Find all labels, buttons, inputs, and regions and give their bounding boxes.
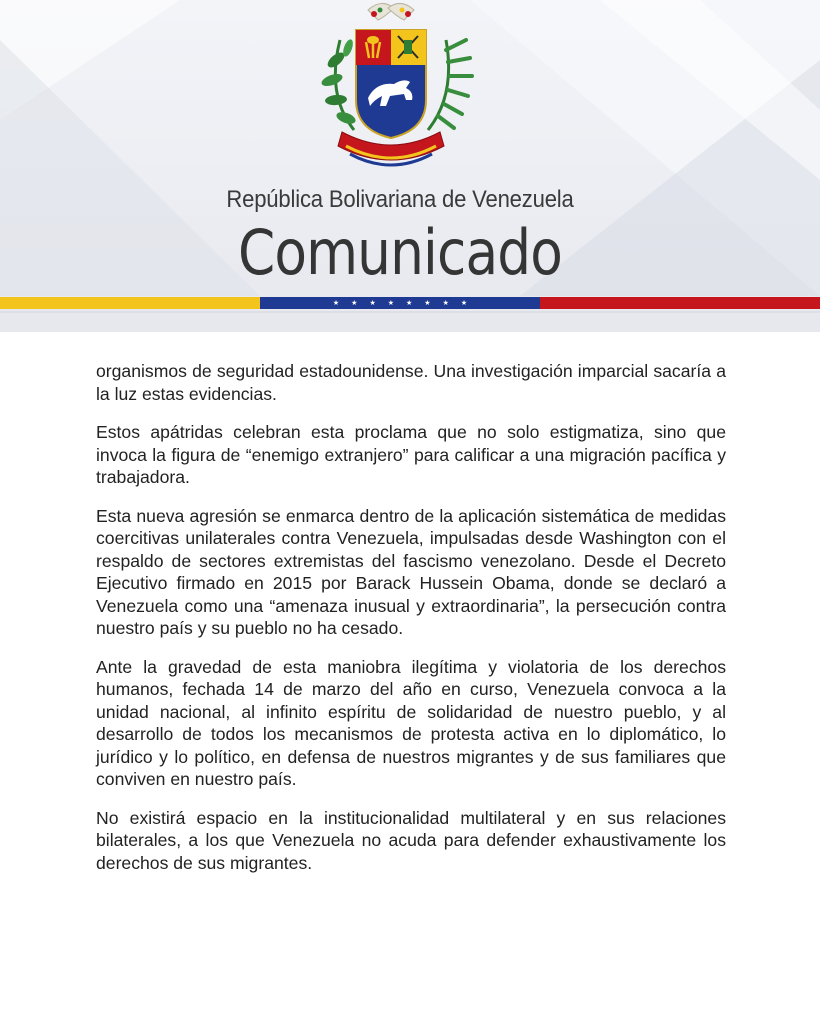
paragraph: Esta nueva agresión se enmarca dentro de la aplicación sistemática de medidas coercitivas unilaterales contra Venezuela, impulsadas desde Washington con el respaldo de sectores extremistas del fascismo venezolano. Desde el Decreto Ejecutivo firmado en 2015 por Barack Hussein Obama, donde se declaró a Venezuela como una “amenaza inusual y extraordinaria”, la persecución contra nuestro país y su pueblo no ha cesado.: [96, 505, 726, 638]
star-icon: ★: [460, 299, 468, 307]
star-icon: ★: [406, 299, 413, 307]
star-icon: ★: [369, 299, 376, 307]
flag-blue-stripe: [260, 297, 540, 309]
letterhead-banner: [0, 0, 820, 332]
star-icon: ★: [424, 299, 431, 307]
country-name: República Bolivariana de Venezuela: [226, 186, 574, 213]
star-icon: ★: [332, 299, 340, 307]
coat-of-arms-icon: [306, 0, 476, 180]
statement-body: [96, 360, 726, 890]
paragraph: organismos de seguridad estadounidense. Una investigación imparcial sacaría a la luz estas evidencias.: [96, 361, 726, 404]
flag-color-bar: [0, 297, 820, 309]
paragraph: Ante la gravedad de esta maniobra ilegítima y violatoria de los derechos humanos, fechada 14 de marzo del año en curso, Venezuela convoca a la unidad nacional, al infinito espíritu de solidaridad de nuestro pueblo, y al desarrollo de todos los mecanismos de protesta activa en lo diplomático, lo jurídico y lo político, en defensa de nuestros migrantes y de sus familiares que conviven en nuestro país.: [96, 656, 726, 789]
star-icon: ★: [351, 299, 358, 307]
star-icon: ★: [442, 299, 449, 307]
flag-yellow-stripe: [0, 297, 260, 309]
star-icon: ★: [387, 299, 394, 307]
flag-red-stripe: [540, 297, 820, 309]
page-title: Comunicado: [237, 216, 563, 289]
paragraph: No existirá espacio en la institucionalidad multilateral y en sus relaciones bilaterales, a los que Venezuela no acuda para defender exhaustivamente los derechos de sus migrantes.: [96, 807, 726, 873]
paragraph: Estos apátridas celebran esta proclama que no solo estigmatiza, sino que invoca la figura de “enemigo extranjero” para calificar a una migración pacífica y trabajadora.: [96, 422, 726, 487]
